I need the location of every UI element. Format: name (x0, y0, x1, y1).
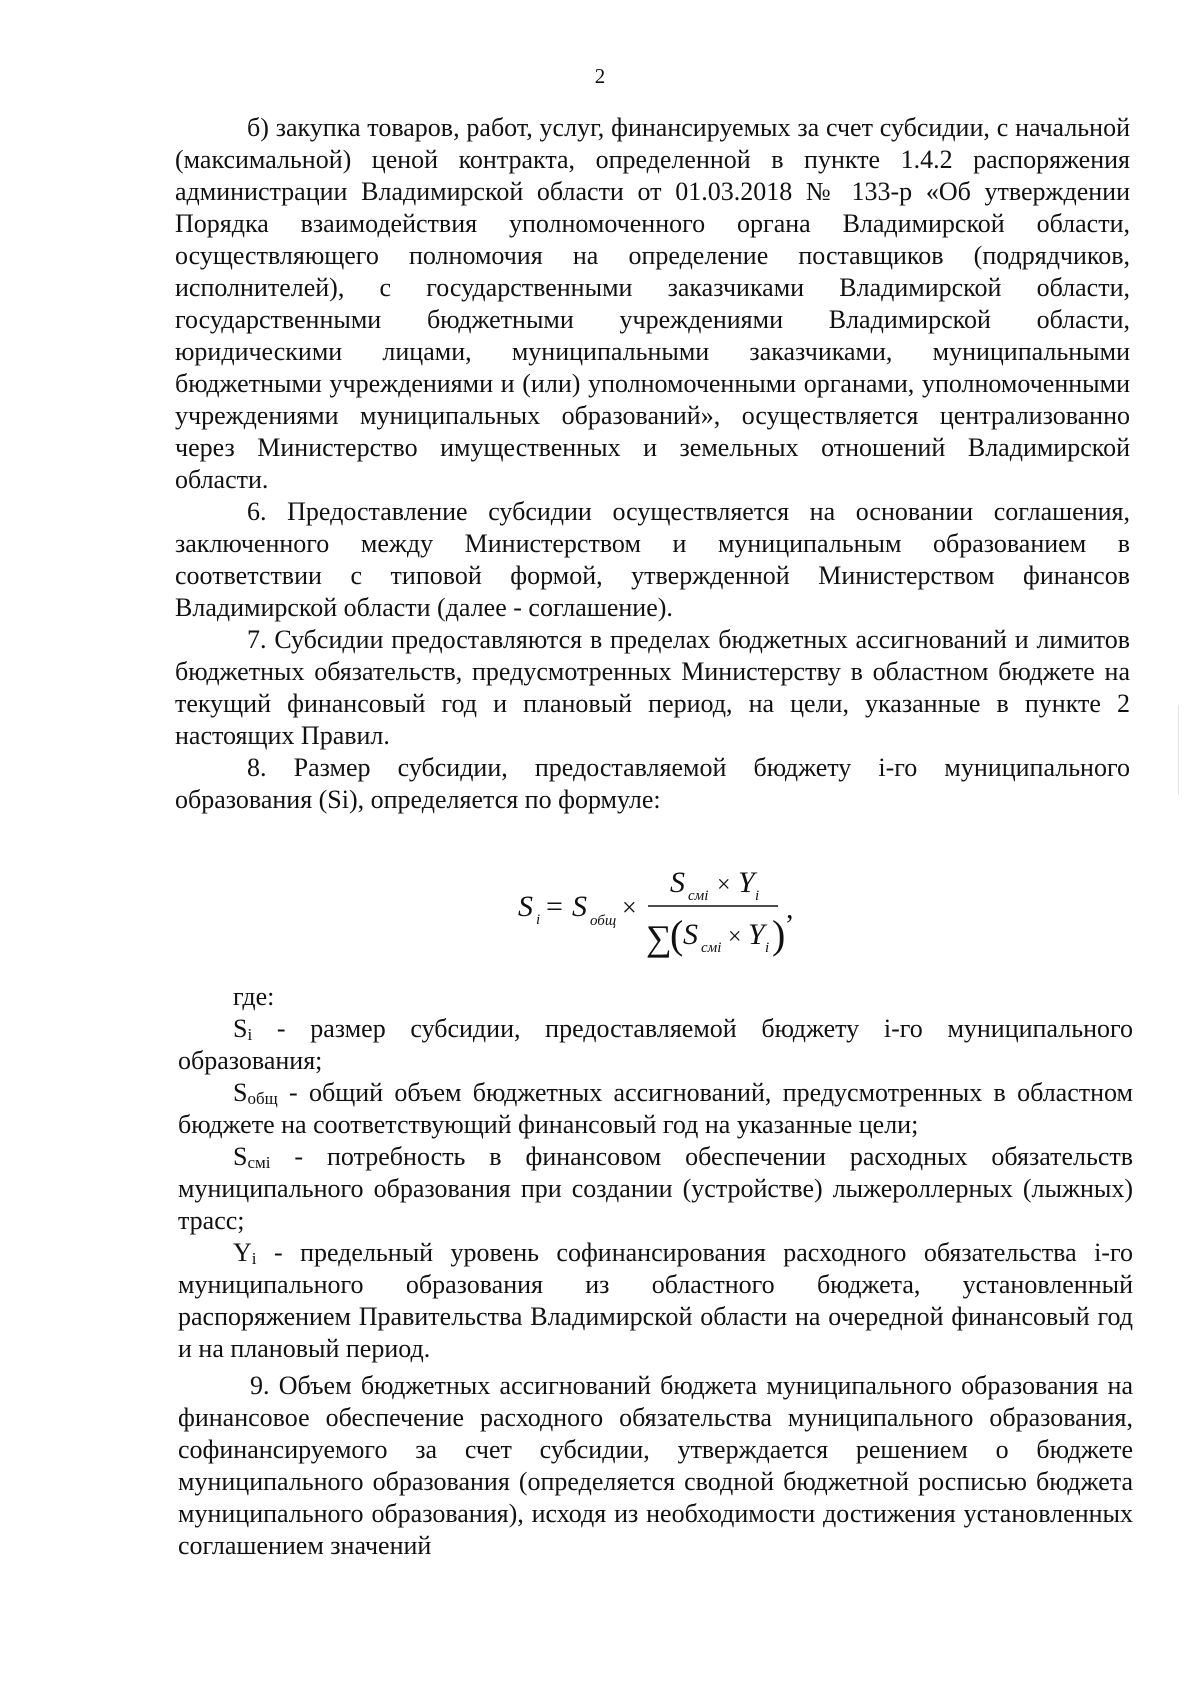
definition-yi-symbol: Y (233, 1238, 252, 1267)
definition-sobsh-symbol: S (233, 1078, 248, 1107)
definition-yi-text: - предельный уровень софинансирования расходного обязательства i-го муниципального образования из областного бюджета, установленный распоряжением Правительства Владимирской области на очередной финансовый год и на плановый период. (178, 1238, 1133, 1363)
where-label: где: (233, 982, 275, 1011)
paragraph-8: 8. Размер субсидии, предоставляемой бюджету i-го муниципального образования (Si), определяется по формуле: (175, 753, 1130, 814)
definition-sobsh-sub: общ (247, 1089, 278, 1108)
formula-open-paren: ( (670, 912, 684, 957)
definition-si-text: - размер субсидии, предоставляемой бюджету i-го муниципального образования; (178, 1014, 1133, 1075)
paragraph-6: 6. Предоставление субсидии осуществляется на основании соглашения, заключенного между Министерством и муниципальным образованием в соответствии с типовой формой, утвержденной Министерством финансов Владимирской области (далее - соглашение). (175, 497, 1130, 622)
paragraph-7: 7. Субсидии предоставляются в пределах бюджетных ассигнований и лимитов бюджетных обязательств, предусмотренных Министерству в областном бюджете на текущий финансовый год и плановый период, на цели, указанные в пункте 2 настоящих Правил. (175, 625, 1130, 750)
definition-ssmi-text: - потребность в финансовом обеспечении расходных обязательств муниципального образования при создании (устройстве) лыжероллерных (лыжных) трасс; (178, 1142, 1133, 1235)
paragraph-procurement: б) закупка товаров, работ, услуг, финансируемых за счет субсидии, с начальной (максимальной) ценой контракта, определенной в пункте 1.4.2 распоряжения администрации Владимирской области от 01.03.2018 № 133-р «Об утверждении Порядка взаимодействия уполномоченного органа Владимирской области, осуществляющего полномочия на определение поставщиков (подрядчиков, исполнителей), с государственными заказчиками Владимирской области, государственными бюджетными учреждениями Владимирской области, юридическими лицами, муниципальными заказчиками, муниципальными бюджетными учреждениями и (или) уполномоченными органами, уполномоченными учреждениями муниципальных образований», осуществляется централизованно через Министерство имущественных и земельных отношений Владимирской области. (175, 113, 1130, 494)
formula-times: × (622, 893, 637, 922)
definition-si-symbol: S (233, 1014, 248, 1043)
body-text-bottom (178, 1370, 1133, 1562)
formula-graphic (510, 862, 810, 972)
formula-equals: = (546, 890, 563, 923)
formula-num-y: Y (738, 866, 755, 899)
formula-sum-sign: ∑ (646, 918, 672, 958)
formula-num-times: × (717, 872, 731, 898)
formula-den-s-sub: смi (701, 940, 722, 956)
formula-den-y: Y (748, 918, 765, 951)
formula-lhs-sub: i (536, 912, 541, 928)
definition-yi-sub: i (251, 1249, 257, 1268)
definition-sobsh (178, 1077, 1133, 1141)
formula-lhs: S (518, 890, 533, 923)
definitions (178, 981, 1133, 1365)
definition-sobsh-text: - общий объем бюджетных ассигнований, предусмотренных в областном бюджете на соответствующий финансовый год на указанные цели; (178, 1078, 1133, 1139)
formula-trailing-comma: , (786, 892, 794, 925)
definition-ssmi-symbol: S (233, 1142, 248, 1171)
subsidy-formula (0, 862, 1200, 972)
formula-den-y-sub: i (765, 940, 770, 956)
definition-si-sub: i (247, 1025, 253, 1044)
page-number: 2 (594, 64, 606, 88)
definition-yi (178, 1237, 1133, 1365)
definition-ssmi (178, 1141, 1133, 1237)
formula-num-s: S (670, 866, 685, 899)
formula-num-s-sub: смi (688, 888, 709, 904)
formula-total: S (572, 890, 587, 923)
formula-den-times: × (728, 924, 742, 950)
paragraph-9: 9. Объем бюджетных ассигнований бюджета муниципального образования на финансовое обеспечение расходного обязательства муниципального образования, софинансируемого за счет субсидии, утверждается решением о бюджете муниципального образования (определяется сводной бюджетной росписью бюджета муниципального образования), исходя из необходимости достижения установленных соглашением значений (178, 1371, 1133, 1560)
body-text-top (175, 112, 1130, 816)
scan-artifact-line (1178, 705, 1179, 795)
formula-close-paren: ) (772, 912, 786, 957)
formula-total-sub: общ (590, 913, 617, 929)
definition-ssmi-sub: смi (247, 1153, 271, 1172)
definition-si (178, 1013, 1133, 1077)
formula-num-y-sub: i (755, 888, 760, 904)
formula-den-s: S (683, 918, 698, 951)
